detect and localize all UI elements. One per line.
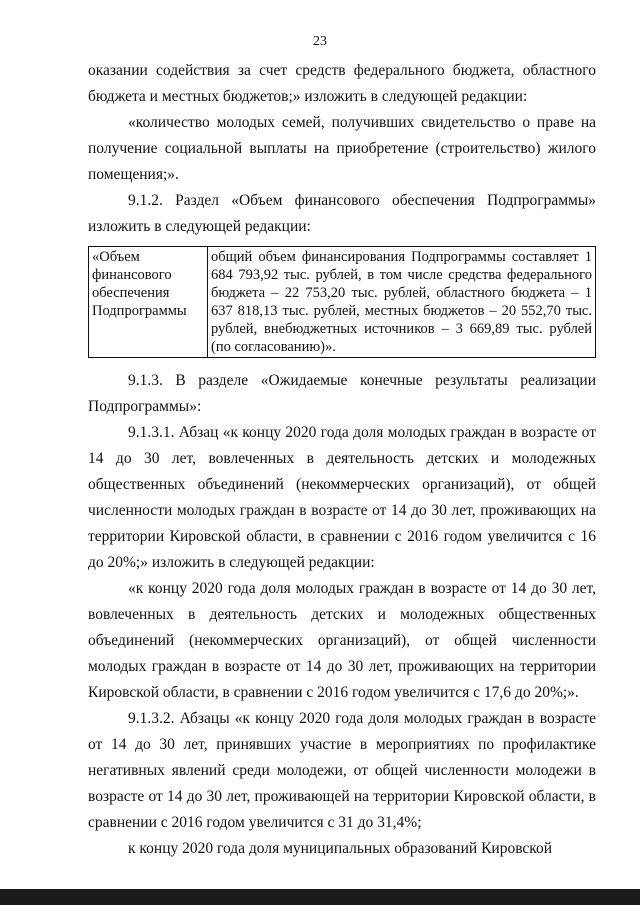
finance-table — [88, 246, 596, 358]
paragraph-8: к концу 2020 года доля муниципальных образований Кировской — [128, 840, 553, 857]
paragraph-4: 9.1.3. В разделе «Ожидаемые конечные результаты реализации Подпрограммы»: — [88, 372, 596, 415]
paragraph-1: оказании содействия за счет средств федерального бюджета, областного бюджета и местных бюджетов;» изложить в следующей редакции: — [88, 62, 596, 105]
page-number: 23 — [313, 34, 327, 49]
scan-edge-bar — [0, 889, 640, 905]
finance-table-text: общий объем финансирования Подпрограммы составляет 1 684 793,92 тыс. рублей, в том числе средства федерального бюджета – 22 753,20 тыс. рублей, областного бюджета – 1 637 818,13 тыс. рублей, местных бюджетов – 20 552,70 тыс. рублей, внебюджетных источников – 3 669,89 тыс. рублей (по согласованию)». — [208, 247, 596, 358]
paragraph-5: 9.1.3.1. Абзац «к концу 2020 года доля молодых граждан в возрасте от 14 до 30 лет, вовлеченных в деятельность детских и молодежных общественных объединений (некоммерческих организаций), от общей численности молодых граждан в возрасте от 14 до 30 лет, проживающих на территории Кировской области, в сравнении с 2016 годом увеличится с 16 до 20%;» изложить в следующей редакции: — [88, 424, 596, 571]
finance-table-label: «Объем финансового обеспечения Подпрограммы — [89, 247, 208, 358]
document-body — [88, 58, 596, 862]
paragraph-2: «количество молодых семей, получивших свидетельство о праве на получение социальной выплаты на приобретение (строительство) жилого помещения;». — [88, 114, 596, 183]
paragraph-6: «к концу 2020 года доля молодых граждан в возрасте от 14 до 30 лет, вовлеченных в деятельность детских и молодежных общественных объединений (некоммерческих организаций), от общей численности молодых граждан в возрасте от 14 до 30 лет, проживающих на территории Кировской области, в сравнении с 2016 годом увеличится с 17,6 до 20%;». — [88, 580, 596, 701]
finance-table-row — [89, 247, 596, 358]
paragraph-3: 9.1.2. Раздел «Объем финансового обеспечения Подпрограммы» изложить в следующей редакции: — [88, 192, 596, 235]
paragraph-7: 9.1.3.2. Абзацы «к концу 2020 года доля молодых граждан в возрасте от 14 до 30 лет, принявших участие в мероприятиях по профилактике негативных явлений среди молодежи, от общей численности молодежи в возрасте от 14 до 30 лет, проживающей на территории Кировской области, в сравнении с 2016 годом увеличится с 31 до 31,4%; — [88, 710, 596, 831]
